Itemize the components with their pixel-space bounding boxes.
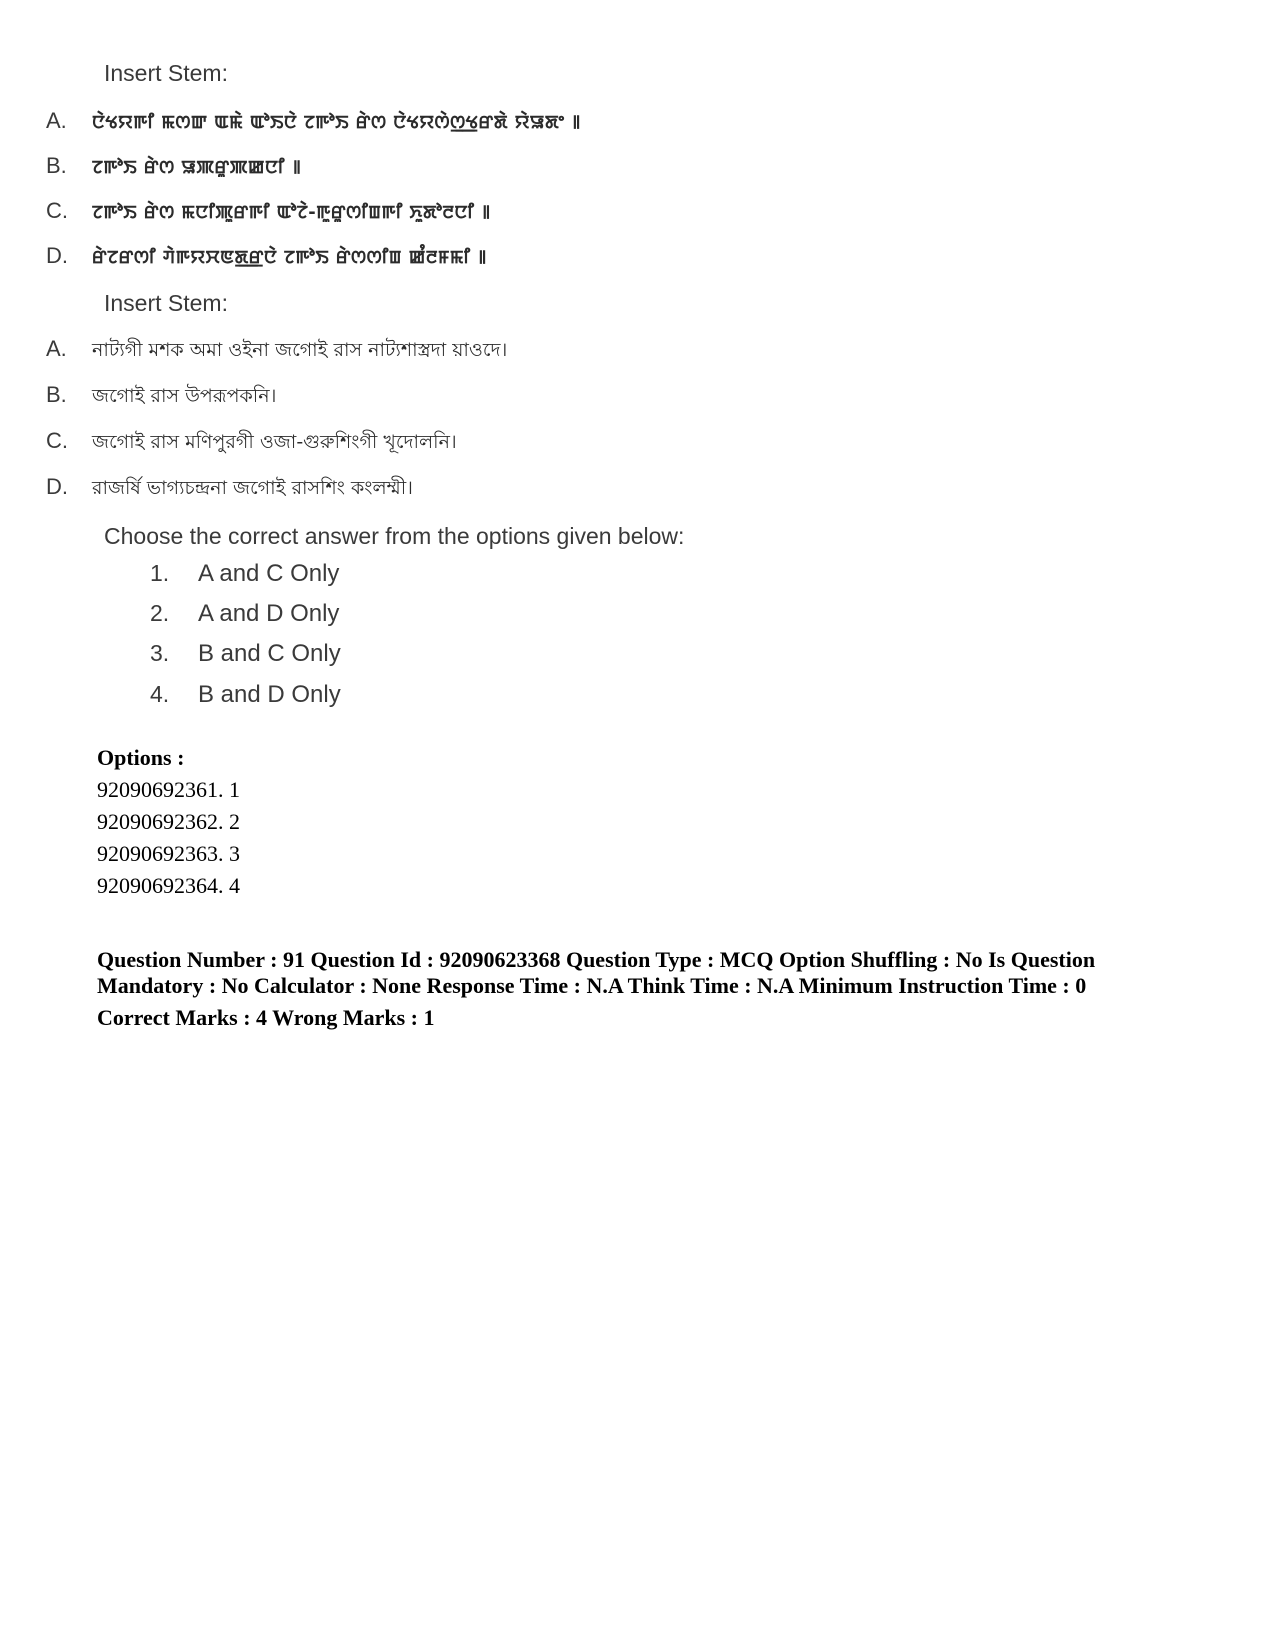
- stem-item: [46, 334, 507, 364]
- stem-item-text: ꯔꯥꯖꯔꯁꯤ ꯚꯥꯒꯌꯆꯟꯗ꯭ꯔꯅꯥ ꯖꯒꯣꯏ ꯔꯥꯁꯁꯤꯡ ꯀꯪꯂꯝꯃꯤ ꯫: [92, 247, 487, 268]
- stem-item-letter: D.: [46, 474, 68, 499]
- option-line: 92090692361. 1: [97, 777, 240, 802]
- stem-title: Insert Stem:: [104, 290, 228, 316]
- answer-text: B and D Only: [198, 681, 341, 708]
- stem-item: [46, 426, 457, 456]
- stem-block-bengali: [104, 288, 1004, 318]
- stem-block-meetei: [104, 58, 1004, 88]
- stem-item-letter: A.: [46, 108, 67, 133]
- stem-item-letter: B.: [46, 382, 67, 407]
- metadata-line: Mandatory : No Calculator : None Response Time : N.A Think Time : N.A Minimum Instruction Time : 0: [97, 973, 1087, 998]
- option-line: 92090692364. 4: [97, 873, 240, 898]
- stem-item-letter: C.: [46, 428, 68, 453]
- answer-choice: [150, 636, 341, 670]
- answer-text: B and C Only: [198, 640, 341, 667]
- stem-item: [46, 241, 487, 271]
- metadata-line: Question Number : 91 Question Id : 92090623368 Question Type : MCQ Option Shuffling : No Is Question: [97, 947, 1096, 972]
- stem-item-letter: B.: [46, 153, 67, 178]
- answer-number: 4.: [150, 681, 170, 707]
- stem-item: [46, 106, 581, 136]
- stem-item-text: ꯖꯒꯣꯏ ꯔꯥꯁ ꯎꯄꯔꯨꯄꯀꯅꯤ ꯫: [92, 157, 302, 178]
- answer-text: A and D Only: [198, 600, 340, 627]
- options-label: Options :: [97, 745, 185, 770]
- answer-text: A and C Only: [198, 560, 340, 587]
- stem-item: [46, 380, 276, 410]
- answer-choice: [150, 677, 341, 711]
- stem-item-letter: A.: [46, 336, 67, 361]
- stem-item-text: ꯅꯥꯠꯌꯒꯤ ꯃꯁꯛ ꯑꯃꯥ ꯑꯣꯏꯅꯥ ꯖꯒꯣꯏ ꯔꯥꯁ ꯅꯥꯠꯌꯁꯥꯁ꯭ꯠꯔꯗꯥ ꯌꯥꯎꯗꯦ ꯫: [92, 112, 581, 133]
- stem-item-text: নাট্যগী মশক অমা ওইনা জগোই রাস নাট্যশাস্ত্রদা য়াওদে।: [92, 339, 508, 361]
- marks-line: Correct Marks : 4 Wrong Marks : 1: [97, 1005, 435, 1030]
- stem-item-text: জগোই রাস মণিপুরগী ওজা-গুরুশিংগী খূদোলনি।: [92, 431, 457, 453]
- stem-title: Insert Stem:: [104, 60, 228, 86]
- option-line: 92090692362. 2: [97, 809, 240, 834]
- question-metadata: [97, 947, 1187, 1031]
- choose-instruction: Choose the correct answer from the options given below:: [104, 523, 685, 549]
- answer-choice: [150, 556, 339, 590]
- stem-item-text: ꯖꯒꯣꯏ ꯔꯥꯁ ꯃꯅꯤꯄꯨꯔꯒꯤ ꯑꯣꯖꯥ-ꯒꯨꯔꯨꯁꯤꯡꯒꯤ ꯈꯨꯗꯣꯂꯅꯤ ꯫: [92, 202, 491, 223]
- answer-choice: [150, 596, 339, 630]
- answer-number: 3.: [150, 640, 170, 666]
- stem-item-letter: C.: [46, 198, 68, 223]
- stem-item: [46, 151, 301, 181]
- answer-number: 1.: [150, 560, 170, 586]
- stem-item: [46, 472, 413, 502]
- answer-number: 2.: [150, 600, 170, 626]
- stem-item-text: রাজর্ষি ভাগ্যচন্দ্রনা জগোই রাসশিং কংলম্মী।: [92, 477, 413, 499]
- stem-item-text: জগোই রাস উপরূপকনি।: [92, 385, 277, 407]
- stem-item: [46, 196, 491, 226]
- stem-item-letter: D.: [46, 243, 68, 268]
- option-line: 92090692363. 3: [97, 841, 240, 866]
